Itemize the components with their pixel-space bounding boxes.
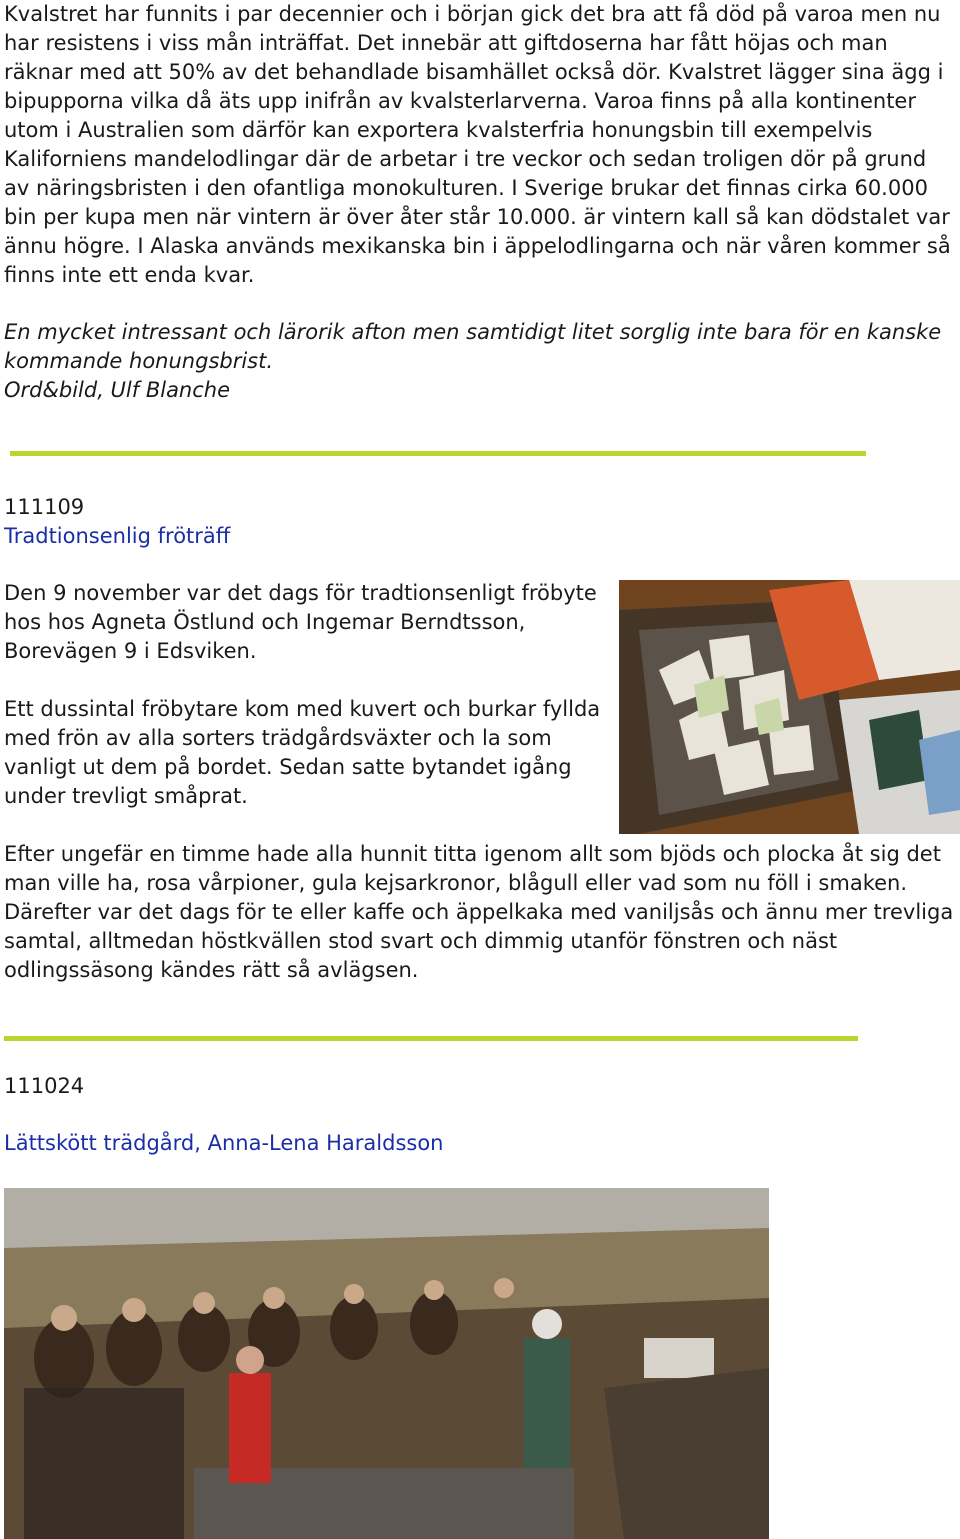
post-paragraph: Efter ungefär en timme hade alla hunnit titta igenom allt som bjöds och plocka åt sig det man ville ha, rosa vårpioner, gula kejsarkronor, blågull eller vad som nu föll i smaken. Därefter var det dags för te eller kaffe och äppelkaka med vaniljsås och ännu mer trevliga samtal, alltmedan höstkvällen stod svart och dimmig utanför fönstren och näst odlingssäsong kändes rätt så avlägsen. bbox=[4, 842, 954, 982]
seed-packets-image bbox=[619, 580, 960, 834]
section-divider bbox=[4, 1036, 858, 1041]
post-title-link[interactable]: Tradtionsenlig fröträff bbox=[4, 524, 231, 548]
post-date: 111109 bbox=[4, 495, 85, 519]
post-paragraph: Den 9 november var det dags för tradtionsenligt fröbyte hos hos Agneta Östlund och Ingemar Berndtsson, Borevägen 9 i Edsviken. bbox=[4, 581, 597, 663]
post-date: 111024 bbox=[4, 1074, 85, 1098]
section-divider bbox=[10, 451, 866, 456]
seed-packets-photo bbox=[619, 580, 960, 834]
article-credit: Ord&bild, Ulf Blanche bbox=[4, 378, 231, 402]
post-title-link[interactable]: Lättskött trädgård, Anna-Lena Haraldsson bbox=[4, 1131, 444, 1155]
post-paragraph: Ett dussintal fröbytare kom med kuvert och burkar fyllda med frön av alla sorters trädgårdsväxter och la som vanligt ut dem på bordet. Sedan satte bytandet igång under trevligt småprat. bbox=[4, 697, 601, 808]
audience-image bbox=[4, 1188, 769, 1539]
article-closing: En mycket intressant och lärorik afton men samtidigt litet sorglig inte bara för en kanske kommande honungsbrist. bbox=[4, 320, 942, 373]
lecture-audience-photo bbox=[4, 1188, 769, 1539]
article-paragraph: Kvalstret har funnits i par decennier och i början gick det bra att få död på varoa men nu har resistens i viss mån inträffat. Det innebär att giftdoserna har fått höjas och man räknar med att 50% av det behandlade bisamhället också dör. Kvalstret lägger sina ägg i bipupporna vilka då äts upp inifrån av kvalsterlarverna. Varoa finns på alla kontinenter utom i Australien som därför kan exportera kvalsterfria honungsbin till exempelvis Kaliforniens mandelodlingar där de arbetar i tre veckor och sedan troligen dör på grund av näringsbristen i den ofantliga monokulturen. I Sverige brukar det finnas cirka 60.000 bin per kupa men när vintern är över åter står 10.000. är vintern kall så kan dödstalet var ännu högre. I Alaska används mexikanska bin i äppelodlingarna och när våren kommer så finns inte ett enda kvar. bbox=[4, 2, 951, 287]
